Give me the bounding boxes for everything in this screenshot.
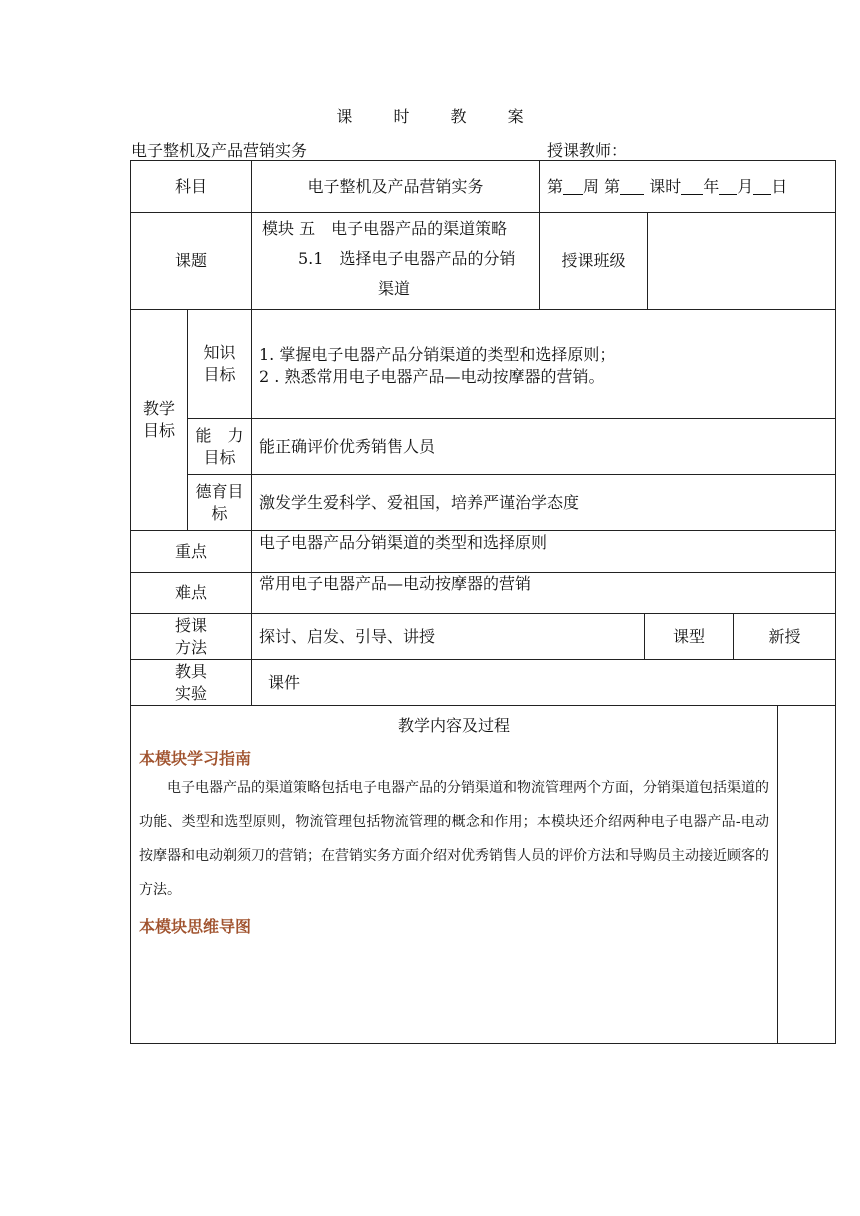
key-point-label: 重点 xyxy=(174,541,207,561)
guide-text: 电子电器产品的渠道策略包括电子电器产品的分销渠道和物流管理两个方面，分销渠道包括渠道的功能、类型和选型原则，物流管理包括物流管理的概念和作用；本模块还介绍两种电子电器产品-电动按摩器和电动剃须刀的营销；在营销实务方面介绍对优秀销售人员的评价方法和导购员主动接近顾客的方法。 xyxy=(139,780,769,898)
subject-header: 电子整机及产品营销实务 xyxy=(131,141,308,160)
topic-value: 模块 五 电子电器产品的渠道策略 5.1 选择电子电器产品的分销 渠道 xyxy=(262,219,516,298)
knowledge-label: 知识 目标 xyxy=(203,343,236,384)
tools-label: 教具 实验 xyxy=(174,661,207,703)
key-point-value: 电子电器产品分销渠道的类型和选择原则 xyxy=(259,533,548,552)
difficulty-label: 难点 xyxy=(174,583,207,602)
method-label: 授课 方法 xyxy=(174,615,207,657)
tools-value: 课件 xyxy=(268,672,301,692)
difficulty-value: 常用电子电器产品—电动按摩器的营销 xyxy=(259,574,532,593)
objectives-label: 教学 目标 xyxy=(142,399,175,440)
topic-label: 课题 xyxy=(174,251,207,270)
mindmap-title: 本模块思维导图 xyxy=(139,917,252,936)
subject-label: 科目 xyxy=(174,176,207,196)
moral-goal: 激发学生爱科学、爱祖国，培养严谨治学态度 xyxy=(259,492,580,512)
class-value xyxy=(648,213,835,309)
lesson-type-value: 新授 xyxy=(768,626,801,646)
ability-goal: 能正确评价优秀销售人员 xyxy=(259,436,436,456)
ability-label: 能 力 目标 xyxy=(195,425,244,467)
class-label: 授课班级 xyxy=(561,251,626,270)
content-header: 教学内容及过程 xyxy=(397,716,510,735)
method-value: 探讨、启发、引导、讲授 xyxy=(259,626,436,646)
knowledge-goals: 1. 掌握电子电器产品分销渠道的类型和选择原则； 2 . 熟悉常用电子电器产品—电动按摩器的营销。 xyxy=(259,345,616,386)
page-title: 课 时 教 案 xyxy=(336,107,542,126)
moral-label: 德育目 标 xyxy=(195,481,244,523)
guide-title: 本模块学习指南 xyxy=(139,749,252,768)
teacher-label: 授课教师： xyxy=(547,141,628,160)
subject-value: 电子整机及产品营销实务 xyxy=(307,176,484,196)
lesson-type-label: 课型 xyxy=(672,626,705,646)
schedule-field: 第 周 第 课时 年 月 日 xyxy=(547,176,788,196)
